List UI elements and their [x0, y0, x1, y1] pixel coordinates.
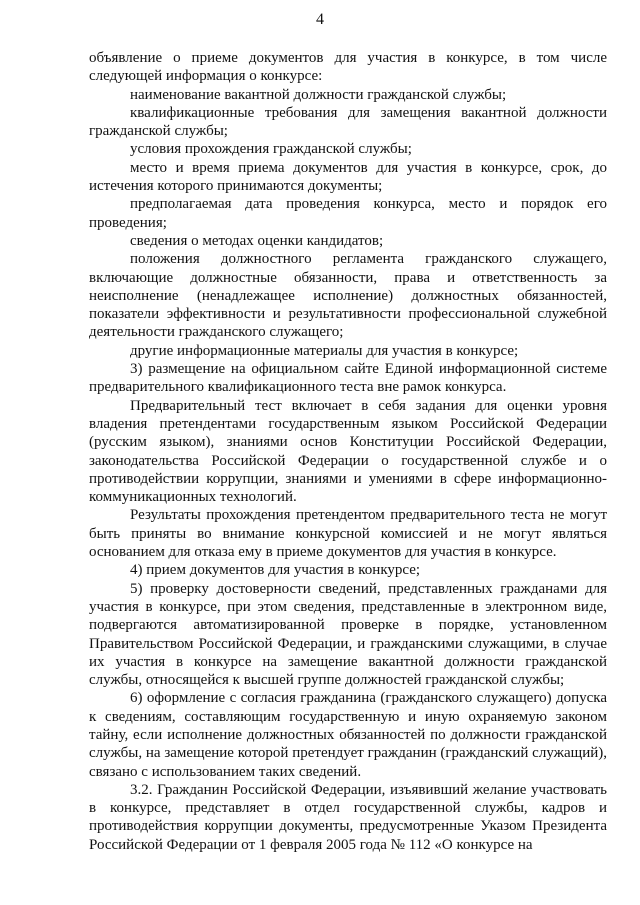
- paragraph: другие информационные материалы для участия в конкурсе;: [130, 342, 519, 359]
- document-body: [89, 49, 607, 854]
- paragraph: объявление о приеме документов для участия в конкурсе, в том числе следующей информация о конкурсе:: [89, 50, 607, 85]
- paragraph: 4) прием документов для участия в конкурсе;: [130, 562, 421, 579]
- paragraph: условия прохождения гражданской службы;: [130, 141, 412, 158]
- paragraph: положения должностного регламента гражданского служащего, включающие должностные обязанности, права и ответственность за неисполнение (ненадлежащее исполнение) должностных обязанностей, показатели эффективности и результативности профессиональной служебной деятельности гражданского служащего;: [89, 251, 607, 341]
- paragraph: сведения о методах оценки кандидатов;: [130, 232, 384, 249]
- paragraph: квалификационные требования для замещения вакантной должности гражданской службы;: [89, 104, 607, 140]
- paragraph: место и время приема документов для участия в конкурсе, срок, до истечения которого принимаются документы;: [89, 159, 607, 195]
- paragraph: 3.2. Гражданин Российской Федерации, изъявивший желание участвовать в конкурсе, представляет в отдел государственной службы, кадров и противодействия коррупции документы, предусмотренные Указом Президента Российской Федерации от 1 февраля 2005 года № 112 «О конкурсе на: [89, 781, 607, 853]
- paragraph: предполагаемая дата проведения конкурса, место и порядок его проведения;: [89, 196, 607, 231]
- paragraph: наименование вакантной должности гражданской службы;: [130, 86, 507, 103]
- paragraph: Предварительный тест включает в себя задания для оценки уровня владения претендентами государственным языком Российской Федерации (русским языком), знаниями основ Конституции Российской Федерации, законодательства Российской Федерации о государственной службе и о противодействии коррупции, знаниями и умениями в сфере информационно-коммуникационных технологий.: [89, 397, 607, 506]
- paragraph: 3) размещение на официальном сайте Единой информационной системе предварительного квалификационного теста вне рамок конкурса.: [89, 361, 607, 396]
- paragraph: 5) проверку достоверности сведений, представленных гражданами для участия в конкурсе, при этом сведения, представленные в электронном виде, подвергаются автоматизированной проверке в порядке, установленном Правительством Российской Федерации, и гражданскими служащими, в случае их участия в конкурсе на замещение вакантной должности гражданской службы, относящейся к высшей группе должностей гражданской службы;: [89, 580, 607, 689]
- paragraph: 6) оформление с согласия гражданина (гражданского служащего) допуска к сведениям, составляющим государственную и иную охраняемую законом тайну, если исполнение должностных обязанностей по должности гражданской службы, на замещение которой претендует гражданин (гражданский служащий), связано с использованием таких сведений.: [89, 690, 607, 780]
- page-number: 4: [316, 11, 324, 28]
- paragraph: Результаты прохождения претендентом предварительного теста не могут быть приняты во внимание конкурсной комиссией и не могут являться основанием для отказа ему в приеме документов для участия в конкурсе.: [89, 507, 607, 561]
